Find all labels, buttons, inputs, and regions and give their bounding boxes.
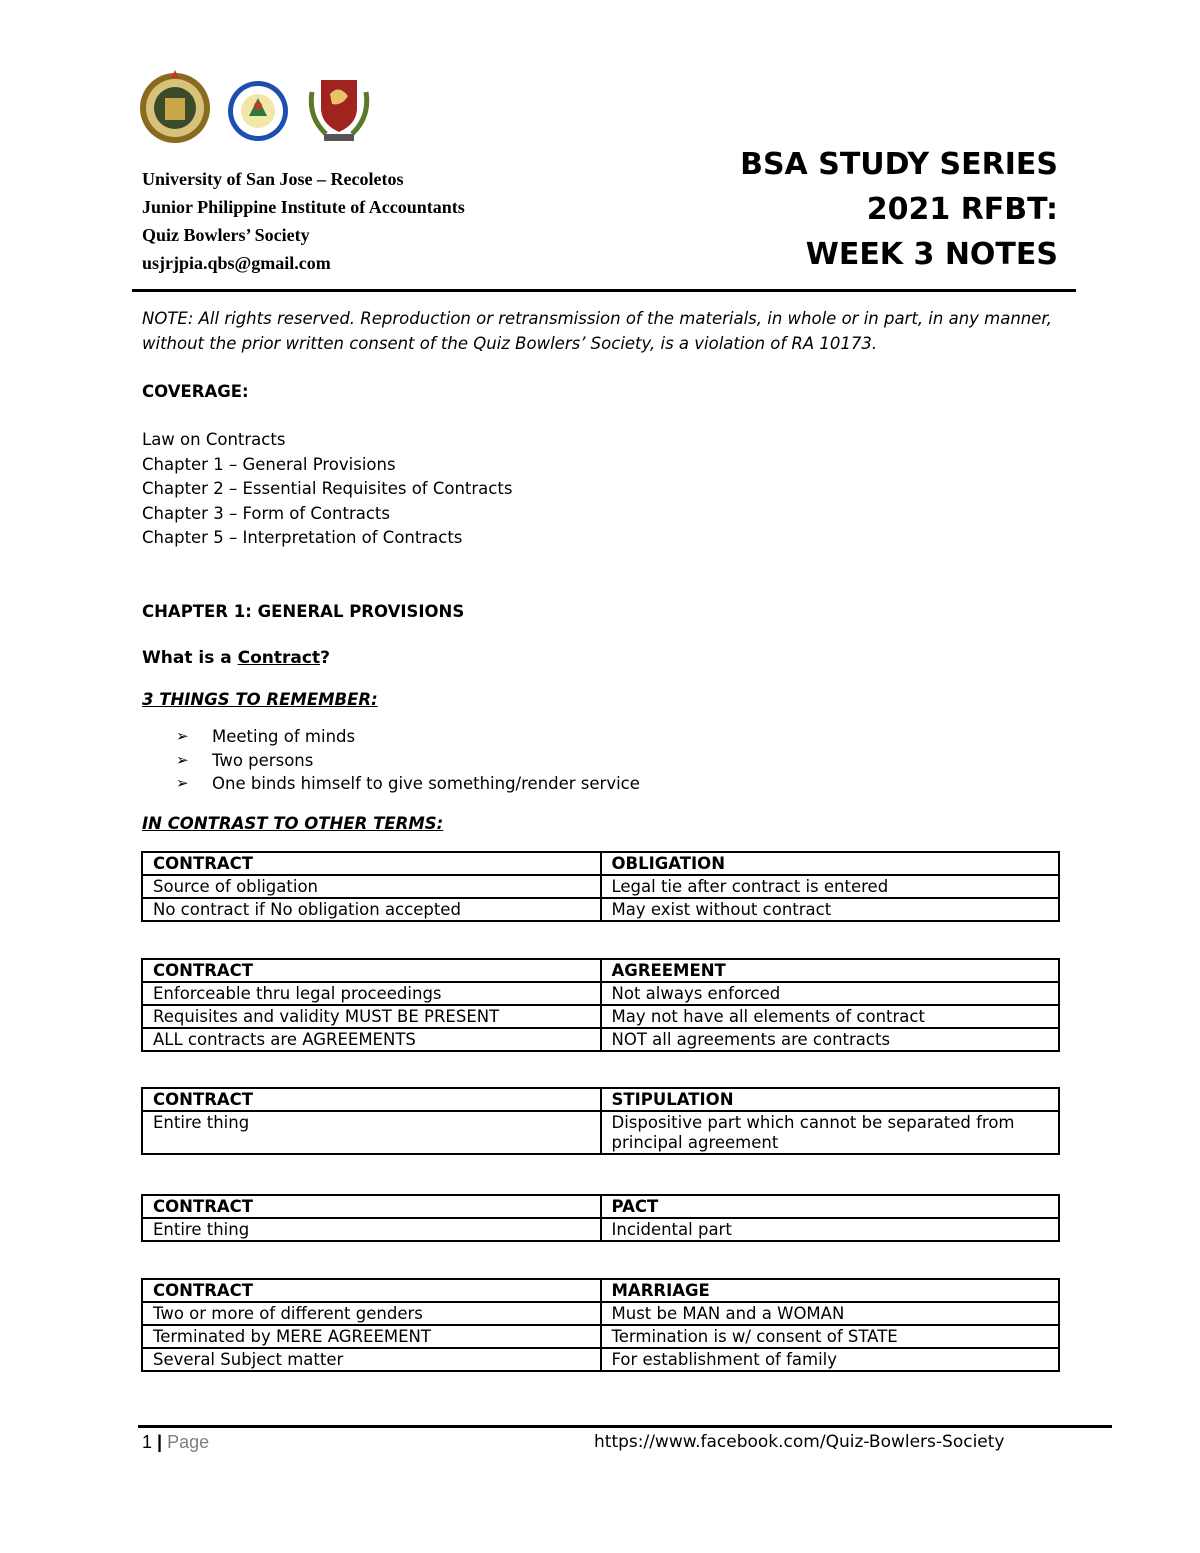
- table-cell: Two or more of different genders: [142, 1302, 601, 1325]
- table-cell: No contract if No obligation accepted: [142, 898, 601, 921]
- list-item-text: Meeting of minds: [212, 727, 356, 746]
- title-line-3: WEEK 3 NOTES: [805, 237, 1058, 272]
- table-cell: Terminated by MERE AGREEMENT: [142, 1325, 601, 1348]
- coverage-item: Chapter 1 – General Provisions: [142, 454, 396, 474]
- table-row: [142, 1111, 1059, 1154]
- table-cell: NOT all agreements are contracts: [601, 1028, 1060, 1051]
- header-divider: [132, 289, 1076, 292]
- table-cell: May exist without contract: [601, 898, 1060, 921]
- footer-divider: [138, 1425, 1112, 1428]
- contrast-heading: IN CONTRAST TO OTHER TERMS:: [142, 814, 444, 833]
- title-line-1: BSA STUDY SERIES: [740, 147, 1058, 182]
- table-row: [142, 1325, 1059, 1348]
- page-separator: |: [157, 1432, 163, 1452]
- contract-question: [142, 648, 330, 668]
- quiz-bowlers-shield-icon: [304, 72, 374, 144]
- coverage-list: [142, 428, 512, 551]
- university-seal-icon: [137, 68, 213, 144]
- arrow-bullet-icon: ➢: [176, 727, 189, 745]
- list-item: [176, 749, 640, 773]
- table-cell: Several Subject matter: [142, 1348, 601, 1371]
- table-header-cell: CONTRACT: [142, 959, 601, 982]
- table-cell: For establishment of family: [601, 1348, 1060, 1371]
- coverage-item: Chapter 2 – Essential Requisites of Contracts: [142, 479, 513, 498]
- table-cell: Not always enforced: [601, 982, 1060, 1005]
- table-header-cell: CONTRACT: [142, 1279, 601, 1302]
- table-header-cell: CONTRACT: [142, 1195, 601, 1218]
- arrow-bullet-icon: ➢: [176, 774, 189, 792]
- page-label: Page: [167, 1432, 210, 1452]
- table-cell: Entire thing: [142, 1111, 601, 1154]
- org-society: Quiz Bowlers’ Society: [142, 225, 310, 245]
- table-header-row: [142, 1279, 1059, 1302]
- footer-url: https://www.facebook.com/Quiz-Bowlers-Society: [594, 1432, 1005, 1452]
- coverage-item: Law on Contracts: [142, 430, 286, 449]
- comparison-table-agreement: [141, 958, 1060, 1052]
- table-row: [142, 1005, 1059, 1028]
- table-row: [142, 875, 1059, 898]
- document-title: [740, 142, 1058, 277]
- table-header-cell: PACT: [601, 1195, 1060, 1218]
- organization-info: [142, 165, 465, 277]
- table-row: [142, 982, 1059, 1005]
- table-header-row: [142, 1195, 1059, 1218]
- org-university: University of San Jose – Recoletos: [142, 169, 404, 189]
- jpia-seal-icon: [227, 80, 289, 142]
- coverage-label: COVERAGE:: [142, 382, 249, 401]
- table-header-cell: STIPULATION: [601, 1088, 1060, 1111]
- table-header-row: [142, 1088, 1059, 1111]
- comparison-table-marriage: [141, 1278, 1060, 1372]
- table-header-cell: CONTRACT: [142, 1088, 601, 1111]
- things-heading: 3 THINGS TO REMEMBER:: [142, 690, 378, 709]
- table-row: [142, 1302, 1059, 1325]
- table-cell: Must be MAN and a WOMAN: [601, 1302, 1060, 1325]
- org-jpia: Junior Philippine Institute of Accountants: [142, 197, 465, 217]
- list-item-text: One binds himself to give something/render service: [212, 774, 640, 793]
- table-header-row: [142, 852, 1059, 875]
- question-suffix: ?: [320, 648, 330, 668]
- table-cell: May not have all elements of contract: [601, 1005, 1060, 1028]
- title-line-2: 2021 RFBT:: [866, 192, 1058, 227]
- things-list: [176, 725, 640, 796]
- arrow-bullet-icon: ➢: [176, 750, 189, 769]
- table-cell: Source of obligation: [142, 875, 601, 898]
- page-number-value: 1: [142, 1432, 153, 1452]
- list-item: [176, 772, 640, 796]
- table-cell: Enforceable thru legal proceedings: [142, 982, 601, 1005]
- table-row: [142, 1218, 1059, 1241]
- table-cell: Termination is w/ consent of STATE: [601, 1325, 1060, 1348]
- question-prefix: What is a: [142, 648, 238, 668]
- org-email: usjrjpia.qbs@gmail.com: [142, 253, 331, 273]
- list-item: [176, 725, 640, 749]
- table-row: [142, 1348, 1059, 1371]
- table-header-row: [142, 959, 1059, 982]
- table-row: [142, 898, 1059, 921]
- comparison-table-pact: [141, 1194, 1060, 1242]
- table-cell: Legal tie after contract is entered: [601, 875, 1060, 898]
- table-row: [142, 1028, 1059, 1051]
- table-cell: Requisites and validity MUST BE PRESENT: [142, 1005, 601, 1028]
- chapter-heading: CHAPTER 1: GENERAL PROVISIONS: [142, 602, 465, 621]
- table-cell: ALL contracts are AGREEMENTS: [142, 1028, 601, 1051]
- rights-note: NOTE: All rights reserved. Reproduction or retransmission of the materials, in whole or in part, in any manner, without the prior written consent of the Quiz Bowlers’ Society, is a violation of RA 10173.: [142, 309, 1052, 353]
- coverage-item: Chapter 5 – Interpretation of Contracts: [142, 528, 463, 547]
- table-header-cell: CONTRACT: [142, 852, 601, 875]
- coverage-item: Chapter 3 – Form of Contracts: [142, 503, 390, 523]
- table-cell: Entire thing: [142, 1218, 601, 1241]
- table-cell: Dispositive part which cannot be separated from principal agreement: [601, 1111, 1060, 1154]
- question-term: Contract: [237, 648, 321, 668]
- list-item-text: Two persons: [212, 750, 314, 770]
- page-number: [142, 1432, 209, 1453]
- table-header-cell: OBLIGATION: [601, 852, 1060, 875]
- table-header-cell: MARRIAGE: [601, 1279, 1060, 1302]
- comparison-table-obligation: [141, 851, 1060, 922]
- table-header-cell: AGREEMENT: [601, 959, 1060, 982]
- comparison-table-stipulation: [141, 1087, 1060, 1155]
- table-cell: Incidental part: [601, 1218, 1060, 1241]
